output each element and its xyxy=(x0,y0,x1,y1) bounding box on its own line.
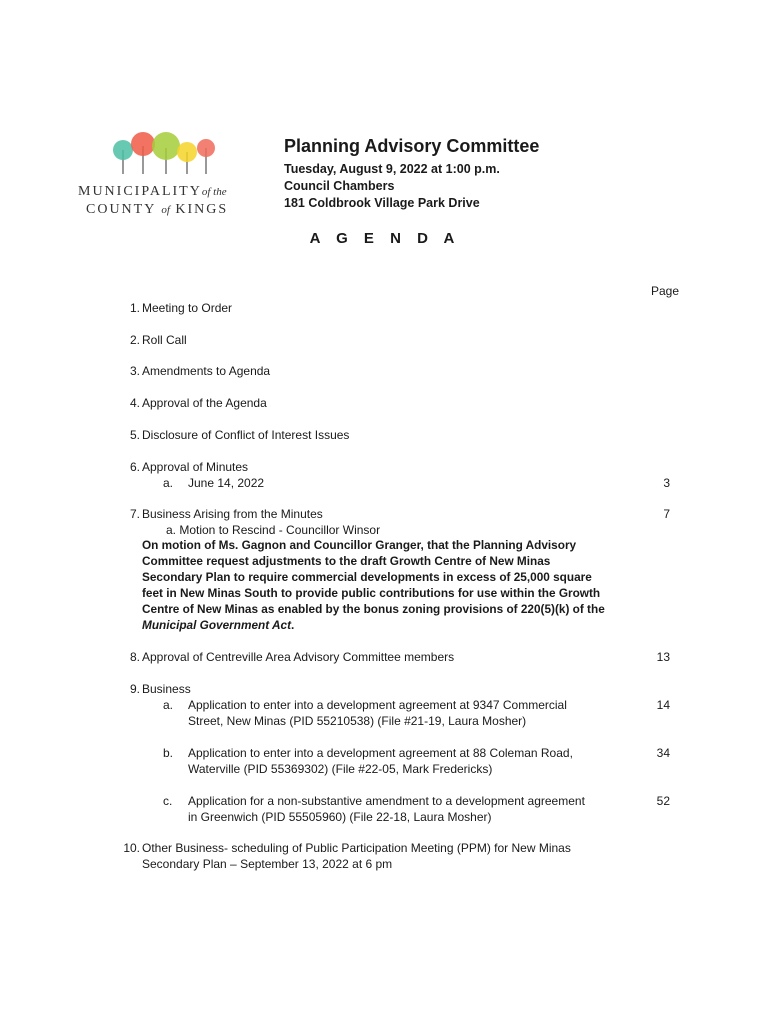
sub-item-line1: Application to enter into a development agreement at 88 Coleman Road, xyxy=(188,746,573,760)
sub-item-label: June 14, 2022 xyxy=(188,476,265,490)
sub-item-line2: in Greenwich (PID 55505960) (File 22-18, Laura Mosher) xyxy=(188,810,492,824)
agenda-item xyxy=(0,459,770,495)
trees-logo-icon xyxy=(110,128,220,178)
item-number: 2. xyxy=(129,333,140,347)
item-label: Business Arising from the Minutes xyxy=(142,507,323,521)
agenda-item xyxy=(0,506,770,538)
page-number: 52 xyxy=(656,794,670,808)
item-label: Roll Call xyxy=(142,333,187,347)
sub-item-line2: Street, New Minas (PID 55210538) (File #21-19, Laura Mosher) xyxy=(188,714,527,728)
item-number: 4. xyxy=(129,396,140,410)
item-number: 10. xyxy=(123,841,140,855)
item-number: 9. xyxy=(129,682,140,696)
business-item xyxy=(0,745,770,777)
sub-item-line2: Waterville (PID 55369302) (File #22-05, Mark Fredericks) xyxy=(188,762,493,776)
item-label: Other Business- scheduling of Public Participation Meeting (PPM) for New Minas xyxy=(142,841,571,855)
sub-item-line1: Application for a non-substantive amendment to a development agreement xyxy=(188,794,585,808)
meeting-location: Council Chambers xyxy=(284,179,395,193)
item-label: Approval of the Agenda xyxy=(142,396,267,410)
item-number: 1. xyxy=(129,301,140,315)
item-label: Meeting to Order xyxy=(142,301,233,315)
item-label: Approval of Centreville Area Advisory Committee members xyxy=(142,650,455,664)
item-number: 5. xyxy=(129,428,140,442)
municipality-logo xyxy=(78,128,253,223)
page-number: 13 xyxy=(656,650,670,664)
sub-item-letter: b. xyxy=(163,746,174,760)
item-number: 6. xyxy=(129,460,140,474)
logo-text-line2: COUNTY of KINGS xyxy=(86,202,229,217)
sub-item-letter: c. xyxy=(163,794,173,808)
item-label-line2: Secondary Plan – September 13, 2022 at 6 pm xyxy=(142,857,393,871)
page-number: 14 xyxy=(656,698,670,712)
item-number: 3. xyxy=(129,364,140,378)
item-number: 7. xyxy=(129,507,140,521)
item-label: Disclosure of Conflict of Interest Issues xyxy=(142,428,350,442)
agenda-item xyxy=(0,840,770,872)
item-label: Amendments to Agenda xyxy=(142,364,271,378)
page-number: 7 xyxy=(663,507,670,521)
meeting-address: 181 Coldbrook Village Park Drive xyxy=(284,196,480,210)
logo-text-line1: MUNICIPALITYof the xyxy=(78,184,227,199)
item-label: Business xyxy=(142,682,191,696)
page-column-label: Page xyxy=(651,284,680,298)
committee-title: Planning Advisory Committee xyxy=(284,136,540,156)
agenda-heading: A G E N D A xyxy=(309,230,461,247)
page-number: 34 xyxy=(656,746,670,760)
business-item xyxy=(0,697,770,729)
item-label: Approval of Minutes xyxy=(142,460,249,474)
sub-item-letter: a. xyxy=(163,698,174,712)
sub-item-letter: a. xyxy=(163,476,174,490)
act-name: Municipal Government Act xyxy=(142,618,292,632)
meeting-header xyxy=(284,136,539,212)
sub-item-label: a. Motion to Rescind - Councillor Winsor xyxy=(166,523,381,537)
item-number: 8. xyxy=(129,650,140,664)
page-number: 3 xyxy=(663,476,670,490)
business-item xyxy=(0,793,770,825)
sub-item-line1: Application to enter into a development agreement at 9347 Commercial xyxy=(188,698,567,712)
meeting-date: Tuesday, August 9, 2022 at 1:00 p.m. xyxy=(284,162,500,176)
motion-text: On motion of Ms. Gagnon and Councillor Granger, that the Planning Advisory Committee request adjustments to the draft Growth Centre of New Minas Secondary Plan to require commercial developments in excess of 25,000 square feet in New Minas South to provide public contributions for use within the Growth Centre of New Minas as enabled by the bonus zoning provisions of 220(5)(k) of the Municipal Government Act. xyxy=(142,538,605,632)
